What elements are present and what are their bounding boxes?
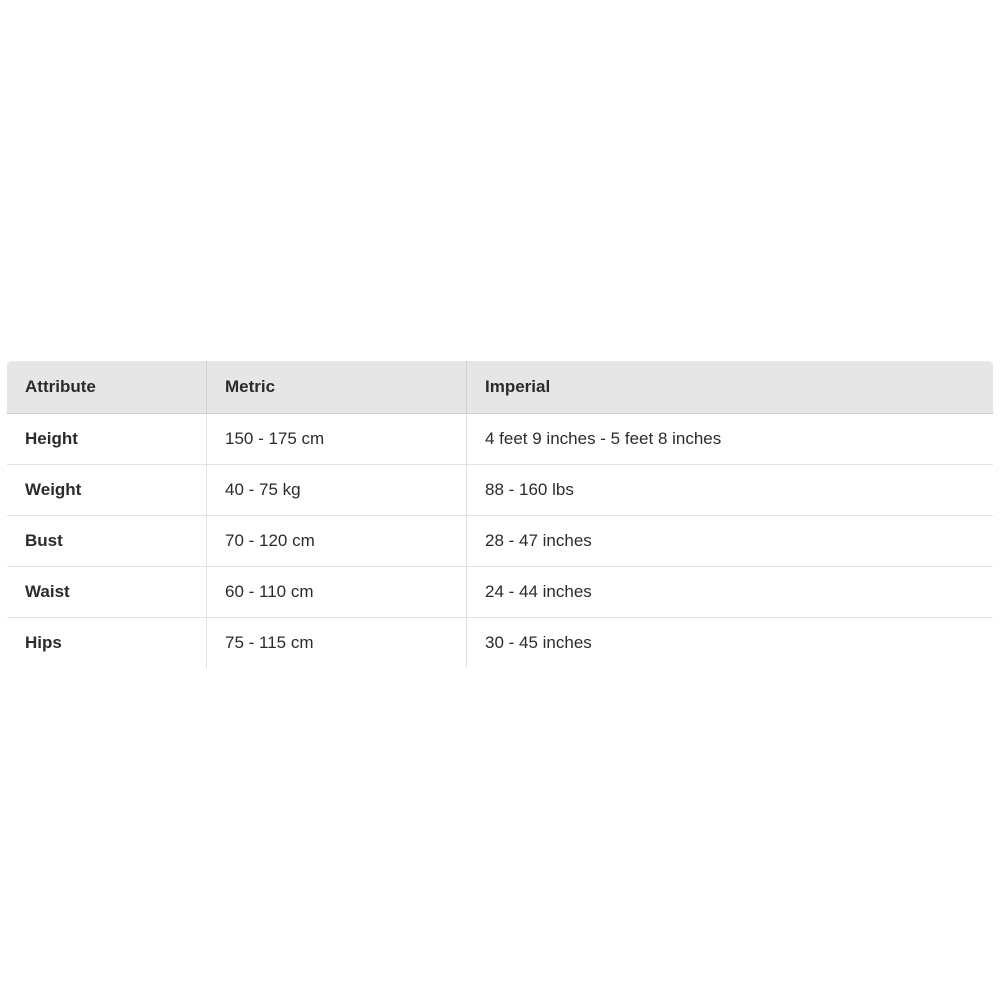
cell-attribute: Hips [7, 618, 207, 669]
cell-attribute: Weight [7, 465, 207, 516]
table-row [7, 465, 994, 516]
cell-imperial: 24 - 44 inches [467, 567, 994, 618]
table-header [7, 361, 994, 414]
table-row [7, 618, 994, 669]
cell-imperial: 28 - 47 inches [467, 516, 994, 567]
column-header-metric: Metric [207, 361, 467, 414]
cell-metric: 40 - 75 kg [207, 465, 467, 516]
cell-metric: 70 - 120 cm [207, 516, 467, 567]
column-header-imperial: Imperial [467, 361, 994, 414]
cell-metric: 150 - 175 cm [207, 414, 467, 465]
table-container [6, 360, 994, 669]
cell-metric: 60 - 110 cm [207, 567, 467, 618]
table-row [7, 567, 994, 618]
cell-attribute: Waist [7, 567, 207, 618]
measurements-table [6, 360, 994, 669]
table-header-row [7, 361, 994, 414]
cell-metric: 75 - 115 cm [207, 618, 467, 669]
table-body [7, 414, 994, 669]
cell-attribute: Bust [7, 516, 207, 567]
cell-imperial: 4 feet 9 inches - 5 feet 8 inches [467, 414, 994, 465]
cell-imperial: 88 - 160 lbs [467, 465, 994, 516]
column-header-attribute: Attribute [7, 361, 207, 414]
cell-imperial: 30 - 45 inches [467, 618, 994, 669]
table-row [7, 516, 994, 567]
cell-attribute: Height [7, 414, 207, 465]
table-row [7, 414, 994, 465]
